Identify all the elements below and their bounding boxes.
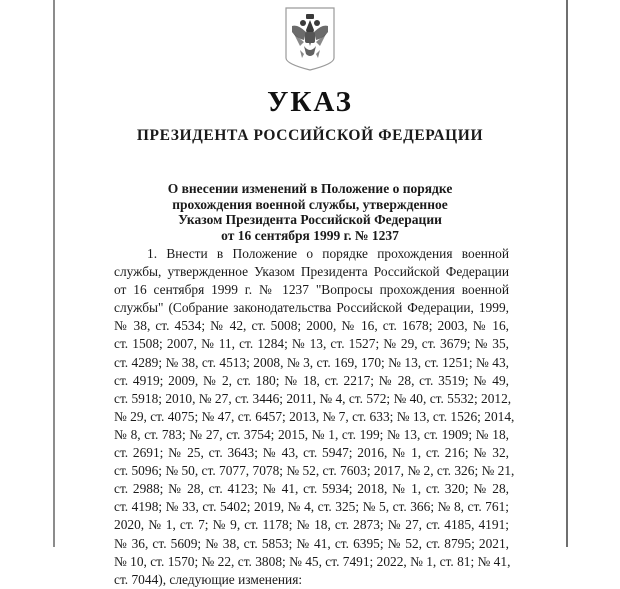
body-line: № 29, ст. 4075; № 47, ст. 6457; 2013, № 7, ст. 633; № 13, ст. 1526; 2014, [114, 408, 515, 424]
body-line: № 8, ст. 783; № 27, ст. 3754; 2015, № 1, ст. 199; № 13, ст. 1909; № 18, [114, 426, 509, 442]
body-line: ст. 5096; № 50, ст. 7077, 7078; № 52, ст. 7603; 2017, № 2, ст. 326; № 21, [114, 463, 515, 479]
document-subtitle: ПРЕЗИДЕНТА РОССИЙСКОЙ ФЕДЕРАЦИИ [136, 127, 484, 144]
heading-line: от 16 сентября 1999 г. № 1237 [221, 227, 399, 243]
body-line: № 10, ст. 1570; № 22, ст. 3808; № 45, ст. 7491; 2022, № 1, ст. 81; № 41, [114, 553, 511, 569]
body-line: службы, утвержденное Указом Президента Российской Федерации [114, 264, 509, 280]
body-line: службы" (Собрание законодательства Российской Федерации, 1999, [114, 300, 509, 316]
heading-line: О внесении изменений в Положение о порядке [167, 181, 453, 196]
body-line: ст. 5918; 2010, № 27, ст. 3446; 2011, № 4, ст. 572; № 40, ст. 5532; 2012, [114, 390, 512, 406]
body-line: ст. 4919; 2009, № 2, ст. 180; № 18, ст. 2217; № 28, ст. 3519; № 49, [114, 372, 509, 388]
body-line: № 38, ст. 4534; № 42, ст. 5008; 2000, № 16, ст. 1678; 2003, № 16, [114, 318, 509, 334]
body-line: 2020, № 1, ст. 7; № 9, ст. 1178; № 18, ст. 2873; № 27, ст. 4185, 4191; [114, 517, 509, 533]
body-line: ст. 2691; № 25, ст. 3643; № 43, ст. 5947; 2016, № 1, ст. 216; № 32, [114, 445, 509, 461]
coat-of-arms-icon [284, 6, 336, 72]
document-heading [0, 181, 620, 243]
heading-line: прохождения военной службы, утвержденное [172, 196, 448, 212]
body-line: 1. Внести в Положение о порядке прохождения военной [147, 246, 509, 261]
body-line: № 36, ст. 5609; № 38, ст. 5853; № 41, ст. 6395; № 52, ст. 8795; 2021, [114, 535, 509, 551]
heading-line: Указом Президента Российской Федерации [178, 212, 442, 227]
body-line: ст. 4198; № 33, ст. 5402; 2019, № 4, ст. 325; № 5, ст. 366; № 8, ст. 761; [114, 499, 509, 515]
document-body [114, 245, 515, 589]
body-line: от 16 сентября 1999 г. № 1237 "Вопросы прохождения военной [114, 282, 509, 298]
body-line: ст. 7044), следующие изменения: [114, 571, 303, 587]
body-line: ст. 4289; № 38, ст. 4513; 2008, № 3, ст. 169, 170; № 13, ст. 1251; № 43, [114, 354, 509, 370]
document-title: УКАЗ [267, 86, 353, 118]
body-line: ст. 1508; 2007, № 11, ст. 1284; № 13, ст. 1527; № 29, ст. 3679; № 35, [114, 336, 509, 352]
body-line: ст. 2988; № 28, ст. 4123; № 41, ст. 5934; 2018, № 1, ст. 320; № 28, [114, 481, 509, 497]
